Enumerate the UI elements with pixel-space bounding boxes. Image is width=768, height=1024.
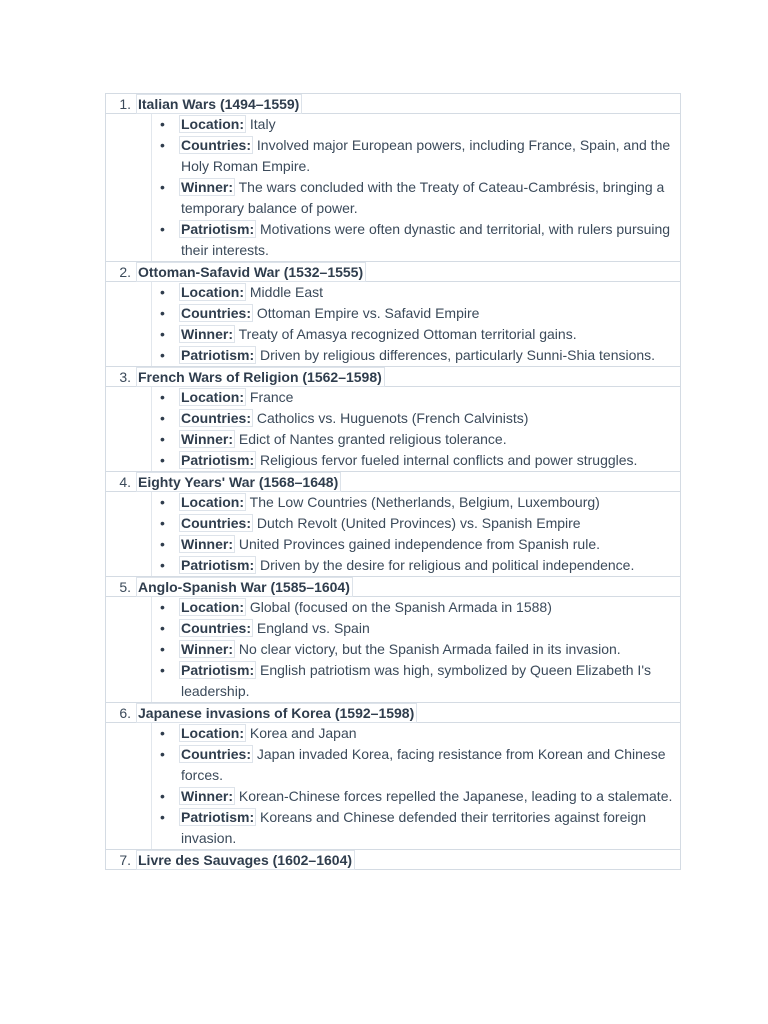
item-text: Edict of Nantes granted religious tolerance.: [234, 431, 507, 447]
list-item: [106, 219, 680, 261]
item-text: Driven by the desire for religious and political independence.: [256, 557, 635, 573]
item-label: Location:: [181, 116, 244, 132]
bullet-icon: •: [160, 620, 165, 636]
item-label: Location:: [181, 599, 244, 615]
item-text: Middle East: [246, 284, 324, 300]
item-label: Location:: [181, 494, 244, 510]
list-item: [106, 492, 680, 513]
bullet-icon: •: [160, 452, 165, 468]
war-title: Eighty Years' War (1568–1648): [136, 472, 341, 492]
bullet-icon: •: [160, 536, 165, 552]
item-text: The wars concluded with the Treaty of Cateau-Cambrésis, bringing a temporary balance of power.: [181, 179, 665, 216]
item-label: Countries:: [181, 410, 251, 426]
item-text: The Low Countries (Netherlands, Belgium, Luxembourg): [246, 494, 600, 510]
list-item: [106, 807, 680, 849]
bullet-icon: •: [160, 515, 165, 531]
bullet-icon: •: [160, 221, 165, 237]
war-heading: [105, 576, 681, 597]
list-item: [106, 303, 680, 324]
list-item: [106, 282, 680, 303]
bullet-icon: •: [160, 116, 165, 132]
item-label: Winner:: [181, 641, 233, 657]
list-item: [106, 618, 680, 639]
list-number: 2.: [119, 264, 131, 280]
item-label: Winner:: [181, 179, 233, 195]
bullet-icon: •: [160, 389, 165, 405]
war-heading: [105, 702, 681, 723]
bullet-icon: •: [160, 662, 165, 678]
war-details: [105, 387, 681, 471]
item-text: Ottoman Empire vs. Safavid Empire: [253, 305, 480, 321]
list-item: [106, 597, 680, 618]
item-label: Countries:: [181, 620, 251, 636]
item-text: Catholics vs. Huguenots (French Calvinists): [253, 410, 529, 426]
war-title: Livre des Sauvages (1602–1604): [136, 850, 355, 870]
item-text: Japan invaded Korea, facing resistance from Korean and Chinese forces.: [181, 746, 666, 783]
list-item: [106, 450, 680, 471]
item-text: Involved major European powers, including France, Spain, and the Holy Roman Empire.: [181, 137, 671, 174]
item-label: Countries:: [181, 746, 251, 762]
list-item: [106, 639, 680, 660]
list-number: 5.: [119, 579, 131, 595]
bullet-icon: •: [160, 326, 165, 342]
list-item: [106, 387, 680, 408]
war-heading: [105, 471, 681, 492]
item-text: Koreans and Chinese defended their territories against foreign invasion.: [181, 809, 647, 846]
item-label: Location:: [181, 284, 244, 300]
list-number: 3.: [119, 369, 131, 385]
list-item: [106, 324, 680, 345]
bullet-icon: •: [160, 179, 165, 195]
item-text: United Provinces gained independence from Spanish rule.: [234, 536, 600, 552]
list-item: [106, 135, 680, 177]
war-title: French Wars of Religion (1562–1598): [136, 367, 385, 387]
item-label: Patriotism:: [181, 347, 255, 363]
bullet-icon: •: [160, 557, 165, 573]
bullet-icon: •: [160, 347, 165, 363]
item-label: Patriotism:: [181, 452, 255, 468]
war-title: Anglo-Spanish War (1585–1604): [136, 577, 353, 597]
bullet-icon: •: [160, 137, 165, 153]
item-text: Religious fervor fueled internal conflicts and power struggles.: [256, 452, 638, 468]
list-item: [106, 513, 680, 534]
item-text: No clear victory, but the Spanish Armada failed in its invasion.: [234, 641, 621, 657]
item-label: Location:: [181, 389, 244, 405]
item-text: Global (focused on the Spanish Armada in 1588): [246, 599, 552, 615]
list-item: [106, 744, 680, 786]
war-details: [105, 114, 681, 261]
item-label: Countries:: [181, 137, 251, 153]
list-item: [106, 555, 680, 576]
list-number: 4.: [119, 474, 131, 490]
bullet-icon: •: [160, 599, 165, 615]
document-body: [105, 93, 681, 870]
bullet-icon: •: [160, 494, 165, 510]
list-item: [106, 534, 680, 555]
war-details: [105, 282, 681, 366]
item-label: Location:: [181, 725, 244, 741]
bullet-icon: •: [160, 809, 165, 825]
list-item: [106, 114, 680, 135]
war-details: [105, 723, 681, 849]
item-label: Winner:: [181, 536, 233, 552]
war-details: [105, 492, 681, 576]
list-number: 7.: [119, 852, 131, 868]
item-text: English patriotism was high, symbolized by Queen Elizabeth I's leadership.: [181, 662, 651, 699]
item-text: Driven by religious differences, particularly Sunni-Shia tensions.: [256, 347, 656, 363]
list-item: [106, 408, 680, 429]
item-label: Countries:: [181, 515, 251, 531]
item-label: Winner:: [181, 788, 233, 804]
war-heading: [105, 261, 681, 282]
list-item: [106, 660, 680, 702]
war-details: [105, 597, 681, 702]
bullet-icon: •: [160, 725, 165, 741]
war-heading: [105, 849, 681, 870]
war-title: Japanese invasions of Korea (1592–1598): [136, 703, 417, 723]
bullet-icon: •: [160, 305, 165, 321]
bullet-icon: •: [160, 410, 165, 426]
list-number: 1.: [119, 96, 131, 112]
item-label: Winner:: [181, 326, 233, 342]
item-text: Korea and Japan: [246, 725, 357, 741]
list-item: [106, 723, 680, 744]
item-text: England vs. Spain: [253, 620, 370, 636]
item-text: France: [246, 389, 294, 405]
item-text: Dutch Revolt (United Provinces) vs. Spanish Empire: [253, 515, 581, 531]
war-title: Ottoman-Safavid War (1532–1555): [136, 262, 366, 282]
list-item: [106, 429, 680, 450]
war-heading: [105, 93, 681, 114]
bullet-icon: •: [160, 641, 165, 657]
item-label: Countries:: [181, 305, 251, 321]
item-text: Korean-Chinese forces repelled the Japanese, leading to a stalemate.: [234, 788, 673, 804]
bullet-icon: •: [160, 284, 165, 300]
war-title: Italian Wars (1494–1559): [136, 94, 302, 114]
item-label: Patriotism:: [181, 221, 255, 237]
item-text: Treaty of Amasya recognized Ottoman territorial gains.: [234, 326, 577, 342]
bullet-icon: •: [160, 788, 165, 804]
list-number: 6.: [119, 705, 131, 721]
list-item: [106, 177, 680, 219]
war-heading: [105, 366, 681, 387]
item-label: Patriotism:: [181, 809, 255, 825]
bullet-icon: •: [160, 431, 165, 447]
item-text: Italy: [246, 116, 276, 132]
item-text: Motivations were often dynastic and territorial, with rulers pursuing their interests.: [181, 221, 671, 258]
item-label: Patriotism:: [181, 662, 255, 678]
bullet-icon: •: [160, 746, 165, 762]
list-item: [106, 786, 680, 807]
item-label: Winner:: [181, 431, 233, 447]
item-label: Patriotism:: [181, 557, 255, 573]
list-item: [106, 345, 680, 366]
